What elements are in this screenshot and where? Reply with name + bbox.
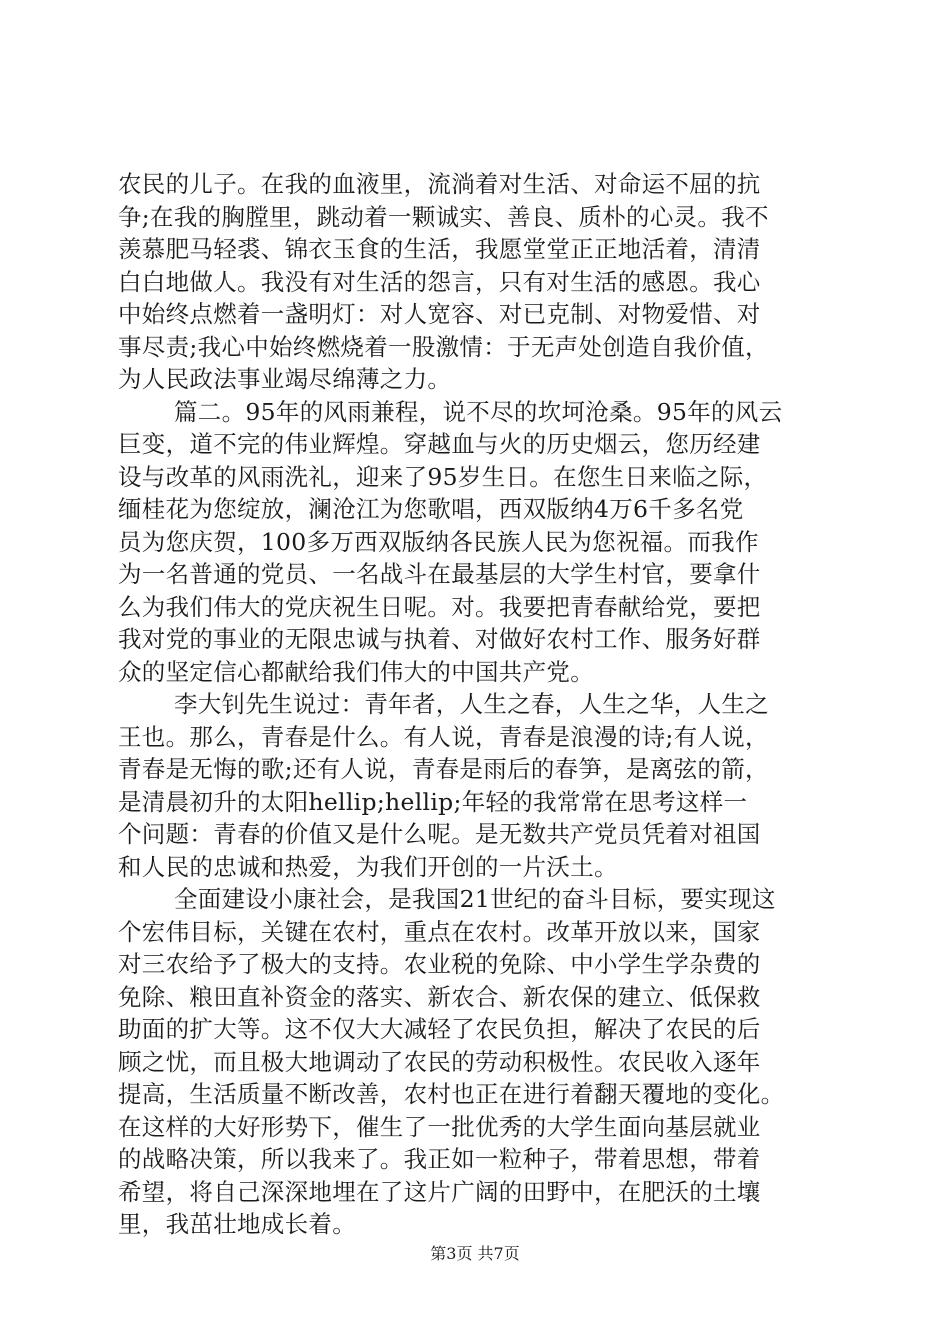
text-line: 提高，生活质量不断改善，农村也正在进行着翻天覆地的变化。 [118,1080,785,1108]
text-line: 助面的扩大等。这不仅大大减轻了农民负担，解决了农民的后 [118,1015,761,1043]
text-line: 顾之忧，而且极大地调动了农民的劳动积极性。农民收入逐年 [118,1047,761,1076]
text-line: 白白地做人。我没有对生活的怨言，只有对生活的感恩。我心 [118,267,761,296]
text-line: 篇二。95年的风雨兼程，说不尽的坎坷沧桑。95年的风云 [174,397,783,426]
page-footer: 第3页 共7页 [430,1244,520,1263]
text-line: 个问题：青春的价值又是什么呢。是无数共产党员凭着对祖国 [118,820,761,848]
text-line: 众的坚定信心都献给我们伟大的中国共产党。 [118,657,594,686]
text-line: 免除、粮田直补资金的落实、新农合、新农保的建立、低保救 [118,982,761,1011]
text-line: 是清晨初升的太阳hellip;hellip;年轻的我常常在思考这样一 [118,787,748,816]
text-line: 为人民政法事业竭尽绵薄之力。 [118,365,452,393]
text-line: 员为您庆贺，100多万西双版纳各民族人民为您祝福。而我作 [118,527,759,556]
text-line: 缅桂花为您绽放，澜沧江为您歌唱，西双版纳4万6千多名党 [118,495,744,523]
text-line: 农民的儿子。在我的血液里，流淌着对生活、对命运不屈的抗 [118,170,761,198]
text-line: 巨变，道不完的伟业辉煌。穿越血与火的历史烟云，您历经建 [118,430,761,458]
text-line: 羡慕肥马轻裘、锦衣玉食的生活，我愿堂堂正正地活着，清清 [118,235,761,263]
text-line: 希望，将自己深深地埋在了这片广阔的田野中，在肥沃的土壤 [118,1177,761,1206]
document-body [118,168,836,1241]
text-line: 的战略决策，所以我来了。我正如一粒种子，带着思想，带着 [118,1145,761,1173]
text-line: 中始终点燃着一盏明灯：对人宽容、对已克制、对物爱惜、对 [118,300,761,328]
text-line: 为一名普通的党员、一名战斗在最基层的大学生村官，要拿什 [118,560,761,588]
text-line: 我对党的事业的无限忠诚与执着、对做好农村工作、服务好群 [118,625,761,653]
text-line: 争;在我的胸膛里，跳动着一颗诚实、善良、质朴的心灵。我不 [118,202,769,231]
text-line: 个宏伟目标，关键在农村，重点在农村。改革开放以来，国家 [118,917,761,946]
text-line: 李大钊先生说过：青年者，人生之春，人生之华，人生之 [174,690,769,718]
text-line: 在这样的大好形势下，催生了一批优秀的大学生面向基层就业 [118,1112,761,1141]
text-line: 里，我茁壮地成长着。 [118,1210,356,1238]
text-line: 设与改革的风雨洗礼，迎来了95岁生日。在您生日来临之际， [118,462,768,491]
text-line: 全面建设小康社会，是我国21世纪的奋斗目标，要实现这 [174,885,776,913]
text-line: 王也。那么，青春是什么。有人说，青春是浪漫的诗;有人说， [118,722,769,751]
text-line: 和人民的忠诚和热爱，为我们开创的一片沃土。 [118,852,618,881]
text-line: 么为我们伟大的党庆祝生日呢。对。我要把青春献给党，要把 [118,592,761,621]
text-line: 对三农给予了极大的支持。农业税的免除、中小学生学杂费的 [118,950,761,978]
text-line: 青春是无悔的歌;还有人说，青春是雨后的春笋，是离弦的箭， [118,755,769,783]
text-line: 事尽责;我心中始终燃烧着一股激情：于无声处创造自我价值， [118,332,769,361]
